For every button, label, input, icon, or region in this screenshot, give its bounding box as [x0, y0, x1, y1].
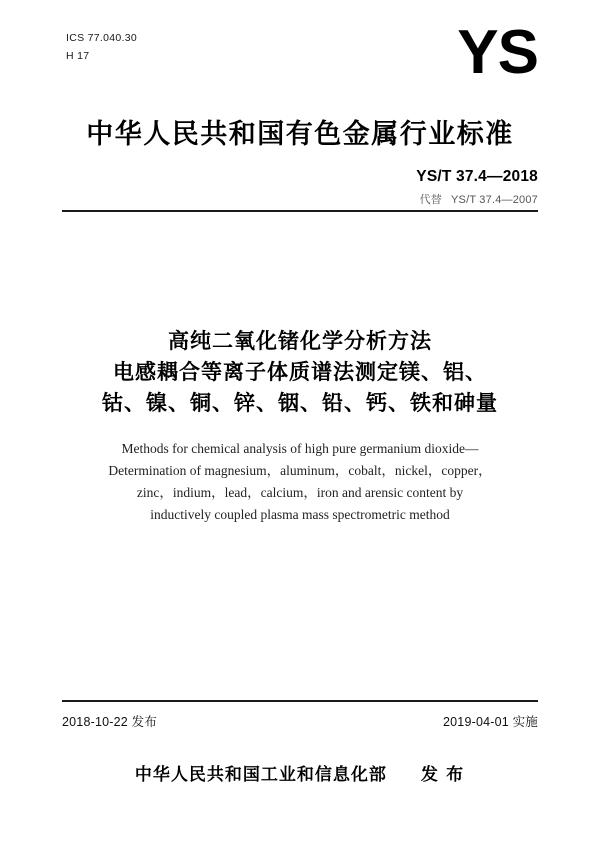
issue-date: 2018-10-22 发布	[62, 715, 158, 729]
standard-number: YS/T 37.4—2018	[416, 168, 538, 185]
title-cn-line-1: 高纯二氧化锗化学分析方法	[168, 329, 432, 353]
replaces-number: YS/T 37.4—2007	[451, 194, 538, 206]
issue-word: 发 布	[420, 765, 466, 784]
document-title-english	[80, 438, 520, 526]
standard-number-block	[416, 168, 538, 207]
title-en-line-1: Methods for chemical analysis of high pure germanium dioxide—	[121, 441, 479, 456]
issuer-name: 中华人民共和国工业和信息化部	[134, 765, 387, 784]
title-cn-line-3: 钴、镍、铜、锌、铟、铅、钙、铁和砷量	[102, 391, 498, 415]
issuer-row	[62, 760, 538, 785]
ys-logo: YS	[457, 18, 538, 87]
dates-row	[62, 712, 538, 730]
title-en-line-2: Determination of magnesium，aluminum，cobalt，nickel，copper，	[108, 463, 492, 478]
title-en-line-3: zinc，indium，lead，calcium，iron and arensic content by	[136, 485, 464, 500]
divider-top	[62, 210, 538, 212]
title-cn-line-2: 电感耦合等离子体质谱法测定镁、铝、	[113, 360, 487, 384]
ics-code: ICS 77.040.30	[66, 32, 138, 44]
replaces-line	[416, 191, 538, 207]
document-title-chinese	[48, 326, 552, 419]
effective-date: 2019-04-01 实施	[442, 715, 538, 729]
title-en-line-4: inductively coupled plasma mass spectrometric method	[150, 507, 450, 522]
divider-bottom	[62, 700, 538, 702]
national-standard-title: 中华人民共和国有色金属行业标准	[86, 119, 514, 149]
ccs-code: H 17	[66, 50, 90, 62]
ics-classification-block	[66, 30, 137, 64]
replaces-label: 代替	[419, 194, 442, 206]
